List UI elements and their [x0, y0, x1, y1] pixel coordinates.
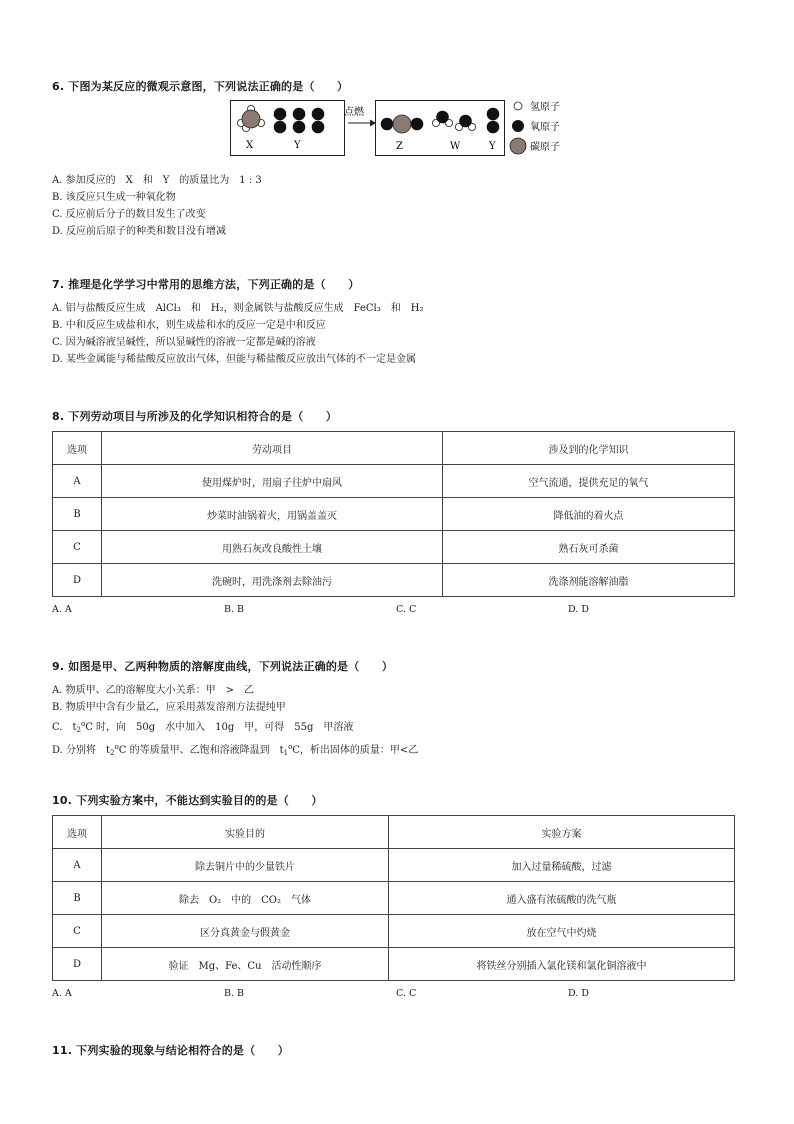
- question-7-title: 7. 推理是化学学习中常用的思维方法，下列正确的是（ ）: [52, 278, 360, 291]
- answer-d: D. D: [568, 988, 589, 999]
- table-cell: 验证 Mg、Fe、Cu 活动性顺序: [102, 948, 389, 981]
- label-z: Z: [396, 141, 403, 152]
- answer-b: B. B: [224, 988, 245, 999]
- question-9-options: [52, 682, 742, 762]
- question-7-options: [52, 300, 742, 368]
- table-cell: 用熟石灰改良酸性土壤: [102, 531, 443, 564]
- table-cell: 洗碗时，用洗涤剂去除油污: [102, 564, 443, 597]
- question-11-title: 11. 下列实验的现象与结论相符合的是（ ）: [52, 1044, 289, 1057]
- table-header-row: [53, 432, 735, 465]
- label-w: W: [450, 141, 461, 152]
- option-d-text: C，析出固体的质量：甲<乙: [292, 745, 419, 756]
- answer-a: A. A: [52, 604, 72, 615]
- option-a: A. 铝与盐酸反应生成 AlCl₃ 和 H₂，则金属铁与盐酸反应生成 FeCl₃ 和 H₂: [52, 303, 424, 314]
- superscript: o: [288, 743, 293, 751]
- legend-hydrogen: 氢原子: [530, 102, 560, 113]
- table-row: [53, 531, 735, 564]
- header-cell: 选项: [53, 816, 102, 849]
- question-10-title: 10. 下列实验方案中，不能达到实验目的的是（ ）: [52, 794, 323, 807]
- option-c: C. 因为碱溶液呈碱性，所以显碱性的溶液一定都是碱的溶液: [52, 337, 316, 348]
- table-row: [53, 849, 735, 882]
- table-row: [53, 465, 735, 498]
- question-9: [52, 658, 742, 762]
- question-6-options: [52, 172, 742, 240]
- superscript: o: [80, 720, 86, 728]
- table-cell: 空气流通，提供充足的氧气: [443, 465, 735, 498]
- option-b: B. 中和反应生成盐和水，则生成盐和水的反应一定是中和反应: [52, 320, 326, 331]
- table-cell: 使用煤炉时，用扇子往炉中扇风: [102, 465, 443, 498]
- carbon-dioxide-molecule: [381, 115, 424, 133]
- table-cell: C: [53, 915, 102, 948]
- option-d: [52, 739, 742, 762]
- header-cell: 实验目的: [102, 816, 389, 849]
- table-cell: 降低油的着火点: [443, 498, 735, 531]
- table-cell: D: [53, 948, 102, 981]
- table-row: [53, 882, 735, 915]
- table-row: [53, 948, 735, 981]
- table-row: [53, 564, 735, 597]
- table-cell: 炒菜时油锅着火，用锅盖盖灭: [102, 498, 443, 531]
- option-d-text: C 的等质量甲、乙饱和溶液降温到 t: [118, 745, 284, 756]
- answer-c: C. C: [396, 604, 417, 615]
- table-cell: 除去铜片中的少量铁片: [102, 849, 389, 882]
- question-8-table: [52, 431, 735, 597]
- table-cell: A: [53, 465, 102, 498]
- question-11: [52, 1042, 742, 1058]
- methane-molecule: [237, 105, 264, 131]
- carbon-atom-icon: [510, 138, 526, 154]
- answer-c: C. C: [396, 988, 417, 999]
- table-cell: A: [53, 849, 102, 882]
- table-cell: 洗涤剂能溶解油脂: [443, 564, 735, 597]
- table-cell: B: [53, 882, 102, 915]
- table-row: [53, 498, 735, 531]
- question-9-title: 9. 如图是甲、乙两种物质的溶解度曲线，下列说法正确的是（ ）: [52, 660, 394, 673]
- header-cell: 选项: [53, 432, 102, 465]
- table-cell: 区分真黄金与假黄金: [102, 915, 389, 948]
- hydrogen-atom-icon: [514, 102, 522, 110]
- question-6-title: 6. 下图为某反应的微观示意图，下列说法正确的是（ ）: [52, 80, 349, 93]
- oxygen-atom-icon: [512, 120, 524, 132]
- table-cell: C: [53, 531, 102, 564]
- question-7: [52, 276, 742, 368]
- water-molecules: [432, 111, 475, 131]
- option-b: B. 物质甲中含有少量乙，应采用蒸发溶剂方法提纯甲: [52, 702, 286, 713]
- table-cell: 将铁丝分别插入氯化镁和氯化铜溶液中: [389, 948, 735, 981]
- option-a: A. 物质甲、乙的溶解度大小关系：甲 > 乙: [52, 685, 254, 696]
- option-c: [52, 716, 742, 739]
- option-c: C. 反应前后分子的数目发生了改变: [52, 209, 206, 220]
- reaction-diagram: [230, 98, 610, 160]
- question-6: [52, 78, 742, 94]
- subscript: 1: [283, 749, 289, 757]
- option-b: B. 该反应只生成一种氧化物: [52, 192, 176, 203]
- option-c-text: C 时，向 50g 水中加入 10g 甲，可得 55g 甲溶液: [85, 722, 354, 733]
- question-8: [52, 408, 742, 424]
- answer-d: D. D: [568, 604, 589, 615]
- option-d: D. 反应前后原子的种类和数目没有增减: [52, 226, 227, 237]
- label-y-right: Y: [489, 141, 496, 152]
- excess-oxygen-molecule: [487, 108, 500, 134]
- option-a: A. 参加反应的 X 和 Y 的质量比为 1 : 3: [52, 175, 262, 186]
- label-y-left: Y: [294, 140, 301, 151]
- table-cell: 通入盛有浓硫酸的洗气瓶: [389, 882, 735, 915]
- header-cell: 劳动项目: [102, 432, 443, 465]
- legend-carbon: 碳原子: [530, 142, 560, 153]
- table-cell: 放在空气中灼烧: [389, 915, 735, 948]
- question-10: [52, 792, 742, 808]
- table-cell: D: [53, 564, 102, 597]
- table-header-row: [53, 816, 735, 849]
- table-cell: 加入过量稀硫酸，过滤: [389, 849, 735, 882]
- header-cell: 涉及到的化学知识: [443, 432, 735, 465]
- header-cell: 实验方案: [389, 816, 735, 849]
- table-cell: 除去 O₂ 中的 CO₂ 气体: [102, 882, 389, 915]
- subscript: 2: [76, 726, 81, 734]
- legend-oxygen: 氧原子: [530, 122, 560, 133]
- label-x: X: [246, 140, 254, 151]
- answer-b: B. B: [224, 604, 245, 615]
- subscript: 2: [110, 749, 115, 757]
- question-10-table: [52, 815, 735, 981]
- legend: [510, 100, 560, 154]
- answer-a: A. A: [52, 988, 72, 999]
- option-c-text: C. t: [52, 722, 77, 733]
- option-d: D. 某些金属能与稀盐酸反应放出气体，但能与稀盐酸反应放出气体的不一定是金属: [52, 354, 417, 365]
- arrow-label: 点燃: [344, 107, 364, 118]
- question-8-title: 8. 下列劳动项目与所涉及的化学知识相符合的是（ ）: [52, 410, 338, 423]
- table-cell: B: [53, 498, 102, 531]
- table-cell: 熟石灰可杀菌: [443, 531, 735, 564]
- superscript: o: [114, 743, 119, 751]
- option-d-text: D. 分别将 t: [52, 745, 111, 756]
- table-row: [53, 915, 735, 948]
- oxygen-molecules: [274, 108, 325, 134]
